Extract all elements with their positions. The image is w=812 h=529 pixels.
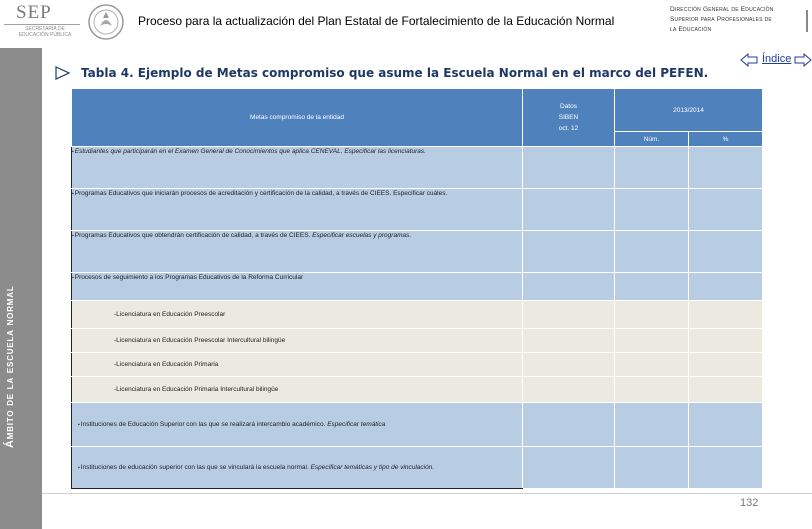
header-year: 2013/2014: [615, 89, 763, 132]
cell-num[interactable]: [615, 329, 689, 353]
row-label-emphasis: Especificar temáticas y tipo de vinculación.: [310, 463, 435, 471]
table-row: [72, 377, 763, 403]
cell-pct[interactable]: [689, 147, 763, 189]
row-label-emphasis: Especificar escuelas y programas.: [312, 232, 412, 239]
row-label: -Licenciatura en Educación Primaria Intercultural bilingüe: [72, 377, 523, 403]
index-link[interactable]: Índice: [762, 53, 792, 65]
cell-datos[interactable]: [523, 377, 615, 403]
row-label: [72, 447, 523, 489]
cell-num[interactable]: [615, 353, 689, 377]
table-row: [72, 301, 763, 329]
cell-datos[interactable]: [523, 231, 615, 273]
table-header-row: [72, 89, 763, 132]
cell-num[interactable]: [615, 447, 689, 489]
cell-pct[interactable]: [689, 329, 763, 353]
header-datos-line-1: Datos: [560, 103, 577, 110]
table-row: [72, 329, 763, 353]
header-datos-line-3: oct. 12: [558, 125, 579, 132]
row-label-text: Procesos de seguimiento a los Programas Educativos de la Reforma Curricular: [74, 274, 304, 281]
cell-pct[interactable]: [689, 231, 763, 273]
cell-datos[interactable]: [523, 447, 615, 489]
metas-table: [71, 88, 763, 489]
row-label-text: Instituciones de Educación Superior con las que se realizará intercambio académico.: [80, 420, 326, 428]
triangle-bullet-icon: [55, 66, 71, 80]
cell-num[interactable]: [615, 147, 689, 189]
row-label-text: Estudiantes que participarán en el Examen General de Conocimientos que aplica CENEVAL. Especificar las licenciaturas.: [74, 148, 426, 155]
header-pct: %: [689, 132, 763, 147]
table-row: [72, 189, 763, 231]
row-label: [72, 403, 523, 447]
cell-pct[interactable]: [689, 447, 763, 489]
edge-mark: [806, 10, 808, 32]
cell-num[interactable]: [615, 273, 689, 301]
row-label: [72, 189, 523, 231]
cell-pct[interactable]: [689, 301, 763, 329]
table-row: [72, 231, 763, 273]
table-row: [72, 147, 763, 189]
sep-logo-divider: [4, 24, 80, 25]
row-label-text: Programas Educativos que iniciarán procesos de acreditación y certificación de la calidad, a través de CIEES. Especificar cuáles.: [74, 190, 448, 197]
cell-datos[interactable]: [523, 147, 615, 189]
table-row: [72, 447, 763, 489]
header-metas: Metas compromiso de la entidad: [72, 89, 523, 147]
sidebar: [0, 48, 42, 529]
cell-num[interactable]: [615, 231, 689, 273]
cell-datos[interactable]: [523, 329, 615, 353]
cell-pct[interactable]: [689, 189, 763, 231]
cell-datos[interactable]: [523, 273, 615, 301]
cell-num[interactable]: [615, 377, 689, 403]
footer-divider: [42, 493, 812, 494]
page-header-title: Proceso para la actualización del Plan Estatal de Fortalecimiento de la Educación Normal: [138, 14, 615, 28]
row-label-text: Programas Educativos que obtendrán certificación de calidad, a través de CIEES.: [74, 232, 311, 239]
header-datos: [523, 89, 615, 147]
cell-pct[interactable]: [689, 273, 763, 301]
department-line-3: la Educación: [670, 26, 712, 33]
table-row: [72, 403, 763, 447]
header: [0, 0, 812, 48]
row-label: [72, 147, 523, 189]
row-label: [72, 273, 523, 301]
national-seal-icon: [87, 2, 125, 42]
table-row: [72, 273, 763, 301]
table-title: [55, 66, 708, 80]
cell-num[interactable]: [615, 403, 689, 447]
row-label: -Licenciatura en Educación Preescolar Intercultural bilingüe: [72, 329, 523, 353]
cell-pct[interactable]: [689, 403, 763, 447]
sep-logo-subtitle: SECRETARÍA DE EDUCACIÓN PÚBLICA: [18, 26, 72, 38]
header-datos-line-2: SIBEN: [558, 114, 579, 121]
cell-pct[interactable]: [689, 377, 763, 403]
cell-datos[interactable]: [523, 189, 615, 231]
row-label: [72, 231, 523, 273]
department-line-2: Superior para Profesionales de: [670, 16, 772, 23]
row-label: -Licenciatura en Educación Preescolar: [72, 301, 523, 329]
sidebar-section-label: Ámbito de la escuela normal: [4, 285, 16, 448]
table-title-text: Tabla 4. Ejemplo de Metas compromiso que asume la Escuela Normal en el marco del PEFEN.: [81, 66, 709, 80]
header-num: Núm.: [615, 132, 689, 147]
cell-num[interactable]: [615, 189, 689, 231]
sep-logo: [4, 2, 80, 44]
sep-logo-word: SEP: [16, 2, 52, 23]
cell-datos[interactable]: [523, 353, 615, 377]
previous-arrow-icon[interactable]: [740, 53, 758, 67]
cell-num[interactable]: [615, 301, 689, 329]
table-row: [72, 353, 763, 377]
page-number: 132: [740, 497, 759, 509]
next-arrow-icon[interactable]: [794, 53, 812, 67]
cell-datos[interactable]: [523, 301, 615, 329]
row-label-emphasis: Especificar temática: [327, 420, 386, 428]
row-label-text: Instituciones de educación superior con las que se vinculará la escuela normal.: [80, 463, 309, 471]
department-line-1: Dirección General de Educación: [670, 6, 774, 13]
cell-datos[interactable]: [523, 403, 615, 447]
cell-pct[interactable]: [689, 353, 763, 377]
row-label: -Licenciatura en Educación Primaria: [72, 353, 523, 377]
department-name: [670, 5, 805, 35]
